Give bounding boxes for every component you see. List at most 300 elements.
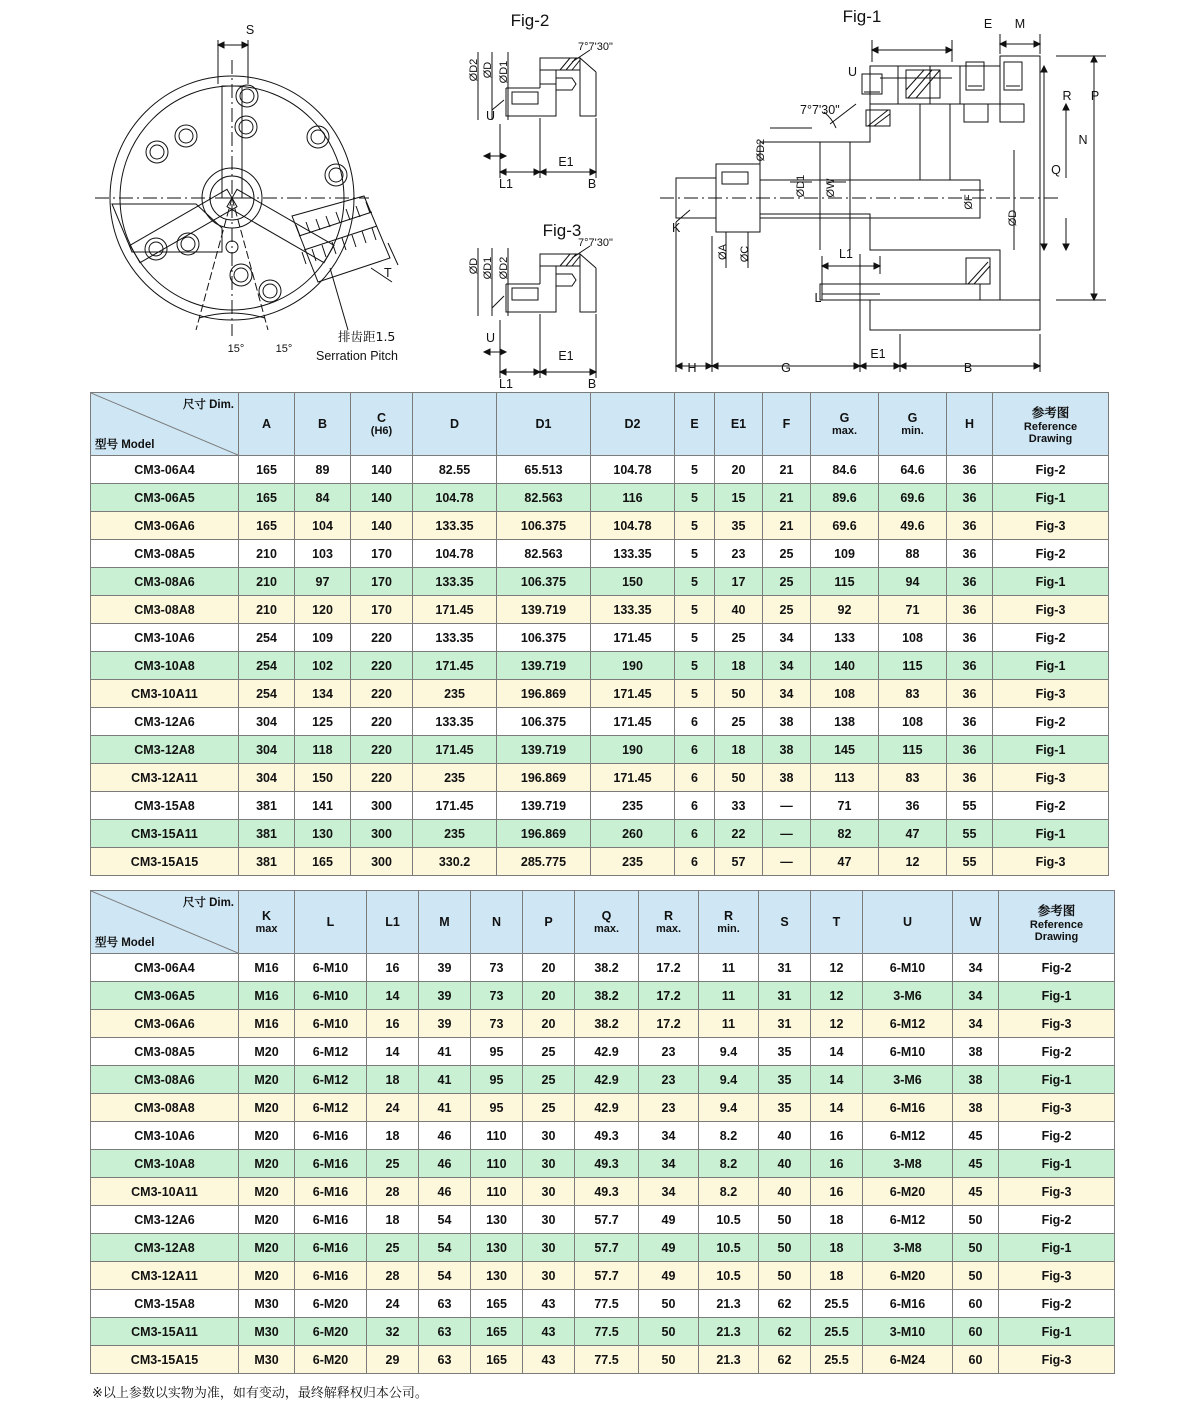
label-W-fig1: ØW [825, 178, 837, 198]
label-S: S [245, 23, 255, 37]
value-cell: 104 [295, 512, 351, 540]
table1-col-header-main: A [261, 417, 272, 431]
label-E1-fig1: E1 [870, 347, 886, 361]
table2-col-header [419, 891, 471, 954]
value-cell: 95 [471, 1038, 523, 1066]
value-cell: 171.45 [413, 792, 497, 820]
value-cell: 36 [947, 624, 993, 652]
label-E1-fig3: E1 [558, 349, 574, 363]
value-cell: 108 [811, 680, 879, 708]
serration-en: Serration Pitch [316, 349, 398, 363]
value-cell: 55 [947, 848, 993, 876]
value-cell: 84.6 [811, 456, 879, 484]
table1-col-header-main: D1 [535, 417, 552, 431]
table-row [91, 484, 1109, 512]
table2-col-header [863, 891, 953, 954]
value-cell: 40 [759, 1122, 811, 1150]
table-row [91, 792, 1109, 820]
value-cell: 133.35 [413, 512, 497, 540]
model-cell: CM3-08A6 [91, 568, 239, 596]
table1-col-header-main: F [782, 417, 791, 431]
value-cell: Fig-3 [993, 596, 1109, 624]
value-cell: 38 [953, 1094, 999, 1122]
value-cell: 20 [523, 1010, 575, 1038]
value-cell: 165 [239, 512, 295, 540]
model-cell: CM3-08A8 [91, 596, 239, 624]
value-cell: 97 [295, 568, 351, 596]
table2-col-header [811, 891, 863, 954]
value-cell: 133 [811, 624, 879, 652]
table-row [91, 1066, 1115, 1094]
value-cell: 171.45 [413, 736, 497, 764]
table-row [91, 954, 1115, 982]
value-cell: 50 [715, 680, 763, 708]
table2-col-header-main: M [439, 915, 450, 929]
table2-col-header-sub: Reference Drawing [1029, 919, 1084, 943]
table1-col-header-sub: (H6) [370, 425, 393, 437]
value-cell: 110 [471, 1122, 523, 1150]
value-cell: 235 [413, 764, 497, 792]
value-cell: 41 [419, 1038, 471, 1066]
value-cell: 23 [715, 540, 763, 568]
value-cell: 50 [715, 764, 763, 792]
value-cell: 18 [811, 1234, 863, 1262]
value-cell: 84 [295, 484, 351, 512]
value-cell: 235 [413, 820, 497, 848]
value-cell: Fig-3 [999, 1262, 1115, 1290]
value-cell: 150 [295, 764, 351, 792]
value-cell: 25 [763, 596, 811, 624]
value-cell: 210 [239, 568, 295, 596]
value-cell: 330.2 [413, 848, 497, 876]
value-cell: 6-M20 [863, 1262, 953, 1290]
model-cell: CM3-10A8 [91, 652, 239, 680]
label-G-fig1: G [781, 361, 791, 375]
value-cell: 38 [953, 1038, 999, 1066]
value-cell: 16 [367, 954, 419, 982]
value-cell: 25 [367, 1234, 419, 1262]
value-cell: 39 [419, 1010, 471, 1038]
table-row [91, 1038, 1115, 1066]
table1-col-header [497, 393, 591, 456]
value-cell: 17.2 [639, 954, 699, 982]
value-cell: 12 [811, 982, 863, 1010]
value-cell: 39 [419, 982, 471, 1010]
value-cell: M20 [239, 1178, 295, 1206]
value-cell: 36 [947, 484, 993, 512]
value-cell: 115 [879, 652, 947, 680]
value-cell: 6-M16 [295, 1234, 367, 1262]
model-cell: CM3-12A6 [91, 708, 239, 736]
value-cell: 89.6 [811, 484, 879, 512]
value-cell: 300 [351, 848, 413, 876]
label-D1-fig1: ØD1 [795, 174, 807, 198]
table1-col-header [763, 393, 811, 456]
value-cell: 60 [953, 1290, 999, 1318]
value-cell: 285.775 [497, 848, 591, 876]
value-cell: 104.78 [591, 512, 675, 540]
value-cell: 254 [239, 680, 295, 708]
value-cell: 9.4 [699, 1038, 759, 1066]
table2-model-label: 型号 Model [95, 937, 155, 949]
value-cell: 45 [953, 1178, 999, 1206]
table2-col-header-sub: min. [717, 923, 740, 935]
value-cell: 41 [419, 1066, 471, 1094]
value-cell: 10.5 [699, 1206, 759, 1234]
table2-col-header-main: U [902, 915, 913, 929]
value-cell: Fig-1 [999, 982, 1115, 1010]
value-cell: 190 [591, 652, 675, 680]
dimension-table-1 [90, 392, 1109, 876]
value-cell: 25 [367, 1150, 419, 1178]
value-cell: 36 [947, 708, 993, 736]
value-cell: 63 [419, 1290, 471, 1318]
value-cell: 54 [419, 1262, 471, 1290]
value-cell: 11 [699, 982, 759, 1010]
value-cell: 133.35 [591, 540, 675, 568]
value-cell: 20 [715, 456, 763, 484]
value-cell: 28 [367, 1262, 419, 1290]
value-cell: 49 [639, 1206, 699, 1234]
value-cell: 46 [419, 1122, 471, 1150]
value-cell: 45 [953, 1122, 999, 1150]
table2-col-header [575, 891, 639, 954]
value-cell: Fig-1 [999, 1150, 1115, 1178]
table2-col-header-sub: max [255, 923, 278, 935]
table2-col-header [999, 891, 1115, 954]
value-cell: 73 [471, 954, 523, 982]
label-Q-fig1: Q [1051, 163, 1061, 177]
value-cell: 5 [675, 456, 715, 484]
value-cell: 35 [759, 1038, 811, 1066]
table2-col-header-main: L [326, 915, 335, 929]
table2-col-header-main: P [544, 915, 553, 929]
table-row [91, 512, 1109, 540]
value-cell: Fig-3 [993, 512, 1109, 540]
value-cell: 31 [759, 954, 811, 982]
value-cell: 6 [675, 736, 715, 764]
model-cell: CM3-10A11 [91, 1178, 239, 1206]
model-cell: CM3-06A6 [91, 1010, 239, 1038]
value-cell: 95 [471, 1094, 523, 1122]
table1-col-header-sub: max. [831, 425, 858, 437]
value-cell: 6 [675, 708, 715, 736]
value-cell: 36 [947, 456, 993, 484]
model-cell: CM3-08A5 [91, 1038, 239, 1066]
value-cell: 108 [879, 708, 947, 736]
value-cell: 381 [239, 848, 295, 876]
table1-col-header [879, 393, 947, 456]
table2-col-header-main: 参考图 [1037, 904, 1076, 918]
value-cell: 6-M10 [863, 1038, 953, 1066]
value-cell: 36 [947, 680, 993, 708]
table-row [91, 736, 1109, 764]
model-cell: CM3-06A5 [91, 982, 239, 1010]
value-cell: Fig-3 [993, 764, 1109, 792]
label-15deg-right: 15° [275, 343, 293, 355]
table1-dim-label: 尺寸 Dim. [182, 399, 234, 411]
value-cell: 45 [953, 1150, 999, 1178]
table2-col-header-main: W [969, 915, 982, 929]
value-cell: 8.2 [699, 1150, 759, 1178]
value-cell: 38.2 [575, 982, 639, 1010]
value-cell: 25 [763, 540, 811, 568]
value-cell: 3-M6 [863, 1066, 953, 1094]
value-cell: 171.45 [591, 680, 675, 708]
value-cell: M30 [239, 1318, 295, 1346]
value-cell: M20 [239, 1262, 295, 1290]
value-cell: 140 [351, 484, 413, 512]
table-row [91, 1150, 1115, 1178]
value-cell: Fig-1 [993, 820, 1109, 848]
value-cell: 170 [351, 596, 413, 624]
value-cell: M20 [239, 1206, 295, 1234]
value-cell: 63 [419, 1346, 471, 1374]
value-cell: 82.563 [497, 484, 591, 512]
value-cell: 6-M12 [295, 1094, 367, 1122]
table2-col-header-main: R [663, 909, 674, 923]
value-cell: 60 [953, 1318, 999, 1346]
value-cell: 220 [351, 652, 413, 680]
value-cell: 220 [351, 764, 413, 792]
table1-col-header-main: E [690, 417, 699, 431]
value-cell: 69.6 [811, 512, 879, 540]
value-cell: 36 [947, 540, 993, 568]
value-cell: 3-M8 [863, 1150, 953, 1178]
model-cell: CM3-08A8 [91, 1094, 239, 1122]
value-cell: Fig-2 [999, 1290, 1115, 1318]
table1-col-header-main: 参考图 [1031, 406, 1070, 420]
value-cell: 14 [367, 1038, 419, 1066]
value-cell: 109 [295, 624, 351, 652]
value-cell: 41 [419, 1094, 471, 1122]
value-cell: 14 [811, 1094, 863, 1122]
value-cell: 6-M16 [295, 1150, 367, 1178]
value-cell: M20 [239, 1094, 295, 1122]
value-cell: 25 [715, 624, 763, 652]
value-cell: 133.35 [591, 596, 675, 624]
table-row [91, 596, 1109, 624]
value-cell: 11 [699, 1010, 759, 1038]
value-cell: 171.45 [591, 624, 675, 652]
table2-col-header [471, 891, 523, 954]
value-cell: 116 [591, 484, 675, 512]
value-cell: 25 [523, 1066, 575, 1094]
table2-corner-header [91, 891, 239, 954]
value-cell: 42.9 [575, 1094, 639, 1122]
value-cell: 104.78 [413, 484, 497, 512]
table1-col-header-main: C [376, 411, 387, 425]
value-cell: 103 [295, 540, 351, 568]
value-cell: 30 [523, 1262, 575, 1290]
value-cell: 133.35 [413, 708, 497, 736]
value-cell: 83 [879, 680, 947, 708]
value-cell: 6-M16 [295, 1206, 367, 1234]
value-cell: Fig-2 [999, 1206, 1115, 1234]
value-cell: 38 [953, 1066, 999, 1094]
value-cell: Fig-3 [993, 848, 1109, 876]
value-cell: 139.719 [497, 652, 591, 680]
table1-col-header-main: G [907, 411, 918, 425]
label-L1-fig1: L1 [839, 247, 853, 261]
label-B-fig1: B [963, 361, 973, 375]
value-cell: 120 [295, 596, 351, 624]
label-D-fig2: ØD [482, 61, 494, 79]
value-cell: 6 [675, 848, 715, 876]
value-cell: 20 [523, 954, 575, 982]
value-cell: 171.45 [413, 652, 497, 680]
table1-body [91, 456, 1109, 876]
value-cell: Fig-3 [999, 1178, 1115, 1206]
label-K-fig1: K [672, 221, 681, 235]
value-cell: 50 [639, 1318, 699, 1346]
value-cell: 21 [763, 456, 811, 484]
table2-col-header [295, 891, 367, 954]
value-cell: 49.3 [575, 1178, 639, 1206]
value-cell: 6-M16 [295, 1178, 367, 1206]
value-cell: 14 [367, 982, 419, 1010]
value-cell: 220 [351, 708, 413, 736]
value-cell: 34 [639, 1122, 699, 1150]
table-row [91, 1206, 1115, 1234]
value-cell: 64.6 [879, 456, 947, 484]
table1-col-header-main: D [449, 417, 460, 431]
value-cell: 34 [639, 1150, 699, 1178]
value-cell: 36 [947, 596, 993, 624]
value-cell: 43 [523, 1290, 575, 1318]
value-cell: Fig-3 [999, 1346, 1115, 1374]
value-cell: 46 [419, 1178, 471, 1206]
table2-dim-label: 尺寸 Dim. [182, 897, 234, 909]
value-cell: Fig-1 [999, 1066, 1115, 1094]
table-row [91, 1346, 1115, 1374]
value-cell: 50 [953, 1206, 999, 1234]
value-cell: 254 [239, 652, 295, 680]
value-cell: Fig-3 [993, 680, 1109, 708]
drawings-svg [0, 0, 1200, 392]
value-cell: 170 [351, 540, 413, 568]
value-cell: 69.6 [879, 484, 947, 512]
value-cell: 141 [295, 792, 351, 820]
value-cell: 9.4 [699, 1094, 759, 1122]
value-cell: 104.78 [591, 456, 675, 484]
value-cell: 16 [811, 1178, 863, 1206]
label-M-fig1: M [1014, 17, 1026, 31]
value-cell: Fig-2 [993, 456, 1109, 484]
value-cell: 6-M12 [295, 1066, 367, 1094]
value-cell: M16 [239, 954, 295, 982]
value-cell: 171.45 [413, 596, 497, 624]
value-cell: 6-M20 [295, 1346, 367, 1374]
table1-col-header-main: H [964, 417, 975, 431]
model-cell: CM3-08A6 [91, 1066, 239, 1094]
value-cell: 110 [471, 1178, 523, 1206]
value-cell: M30 [239, 1290, 295, 1318]
value-cell: 8.2 [699, 1122, 759, 1150]
value-cell: 165 [471, 1290, 523, 1318]
value-cell: 49.3 [575, 1150, 639, 1178]
model-cell: CM3-10A11 [91, 680, 239, 708]
value-cell: 12 [811, 1010, 863, 1038]
label-L1-fig2: L1 [499, 177, 513, 191]
value-cell: 10.5 [699, 1234, 759, 1262]
value-cell: 6-M20 [863, 1178, 953, 1206]
label-E-fig1: E [983, 17, 993, 31]
model-cell: CM3-15A11 [91, 820, 239, 848]
value-cell: 381 [239, 820, 295, 848]
table1-col-header [947, 393, 993, 456]
model-cell: CM3-15A8 [91, 792, 239, 820]
value-cell: 106.375 [497, 512, 591, 540]
value-cell: 73 [471, 982, 523, 1010]
value-cell: 47 [811, 848, 879, 876]
value-cell: 63 [419, 1318, 471, 1346]
model-cell: CM3-15A15 [91, 1346, 239, 1374]
value-cell: 10.5 [699, 1262, 759, 1290]
value-cell: Fig-2 [999, 1038, 1115, 1066]
value-cell: 3-M6 [863, 982, 953, 1010]
value-cell: 23 [639, 1066, 699, 1094]
value-cell: 133.35 [413, 624, 497, 652]
value-cell: 196.869 [497, 820, 591, 848]
value-cell: Fig-2 [999, 1122, 1115, 1150]
label-U-fig3: U [486, 331, 496, 345]
label-D2-fig2: ØD2 [468, 58, 480, 82]
value-cell: 25 [523, 1038, 575, 1066]
label-D-fig3: ØD [468, 257, 480, 275]
table-row [91, 680, 1109, 708]
label-R-fig1: R [1062, 89, 1072, 103]
model-cell: CM3-06A5 [91, 484, 239, 512]
value-cell: 133.35 [413, 568, 497, 596]
value-cell: 65.513 [497, 456, 591, 484]
table-row [91, 1010, 1115, 1038]
table2-col-header [239, 891, 295, 954]
value-cell: 55 [947, 792, 993, 820]
value-cell: 57 [715, 848, 763, 876]
value-cell: 23 [639, 1094, 699, 1122]
table-row [91, 652, 1109, 680]
value-cell: 30 [523, 1150, 575, 1178]
value-cell: 196.869 [497, 764, 591, 792]
value-cell: 16 [367, 1010, 419, 1038]
label-H-fig1: H [687, 361, 697, 375]
value-cell: 36 [947, 568, 993, 596]
value-cell: 25.5 [811, 1346, 863, 1374]
value-cell: Fig-1 [993, 652, 1109, 680]
value-cell: 6-M12 [863, 1122, 953, 1150]
model-cell: CM3-10A6 [91, 624, 239, 652]
value-cell: 18 [367, 1122, 419, 1150]
value-cell: 210 [239, 540, 295, 568]
value-cell: Fig-1 [999, 1234, 1115, 1262]
value-cell: 46 [419, 1150, 471, 1178]
table-row [91, 1262, 1115, 1290]
table1-col-header-main: G [839, 411, 850, 425]
value-cell: 31 [759, 982, 811, 1010]
value-cell: 77.5 [575, 1318, 639, 1346]
table1-col-header [295, 393, 351, 456]
value-cell: 82.563 [497, 540, 591, 568]
value-cell: — [763, 848, 811, 876]
table2-col-header-main: L1 [385, 915, 400, 929]
value-cell: 25 [523, 1094, 575, 1122]
value-cell: 34 [763, 652, 811, 680]
value-cell: 171.45 [591, 708, 675, 736]
value-cell: 220 [351, 736, 413, 764]
value-cell: 18 [367, 1206, 419, 1234]
table2-col-header [699, 891, 759, 954]
